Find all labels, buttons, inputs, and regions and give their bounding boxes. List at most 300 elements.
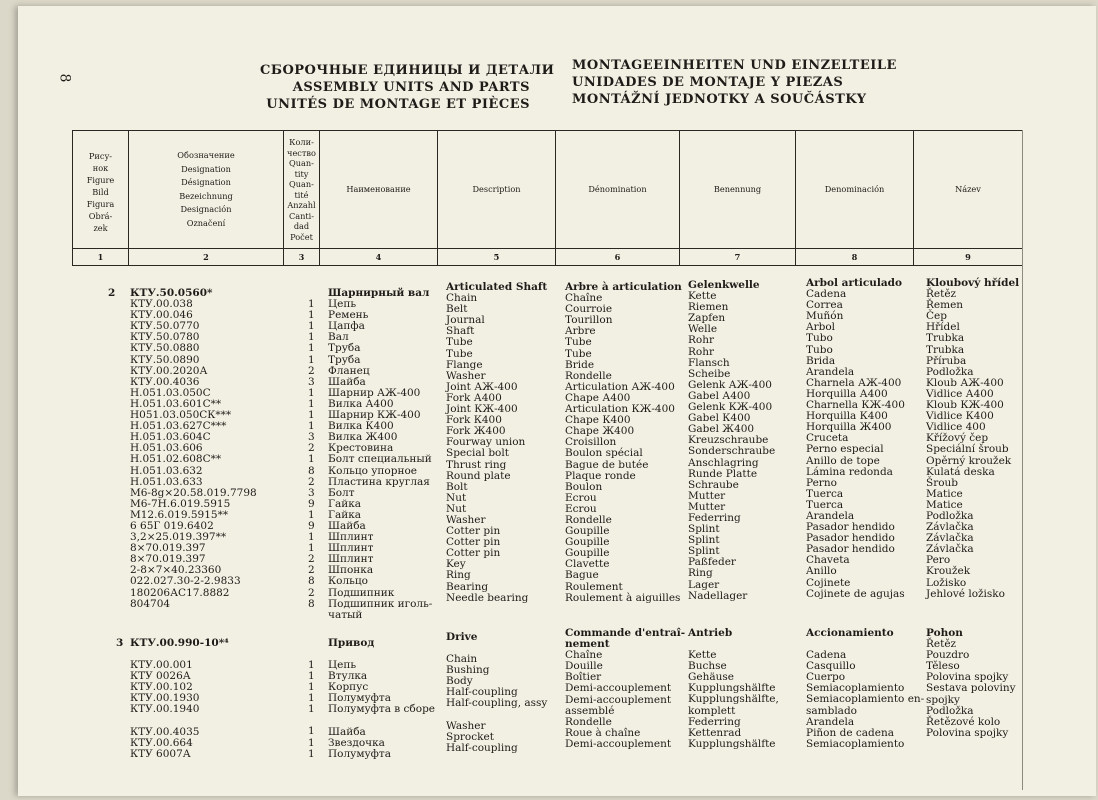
list-item: Ремень: [328, 309, 369, 322]
header-left: [260, 62, 555, 113]
description-list: [446, 632, 547, 754]
list-item: Kette: [688, 290, 717, 303]
col-benennung: Benennung: [680, 131, 796, 249]
list-item: Podložka: [926, 365, 974, 378]
list-item: Splint: [688, 523, 720, 536]
list-item: Rondelle: [565, 513, 612, 526]
list-item: Polovina spojky: [926, 671, 1009, 684]
list-item: Tube: [446, 347, 473, 360]
list-item: 022.027.30-2-2.9833: [130, 575, 241, 588]
col-number: 4: [320, 249, 438, 266]
list-item: Demi-accouplement: [565, 737, 672, 750]
list-item: Полумуфта: [328, 692, 391, 705]
list-item: Thrust ring: [446, 458, 507, 471]
name-ru-list: [328, 288, 432, 621]
col-number: 9: [914, 249, 1023, 266]
list-item: Bague: [565, 569, 599, 582]
list-item: Opěrný kroužek: [926, 454, 1012, 467]
list-item: Shaft: [446, 325, 475, 338]
list-item: Bolt: [446, 480, 468, 493]
list-item: Труба: [328, 353, 361, 366]
list-item: Chaîne: [565, 649, 603, 662]
list-item: Arbol articulado: [806, 277, 903, 289]
list-item: Шайба: [328, 519, 366, 532]
list-item: М6-7Н.6.019.5915: [130, 497, 231, 510]
list-item: Semiacoplamiento: [806, 737, 905, 750]
list-item: КТУ.00.4036: [130, 375, 200, 388]
list-item: Semiacoplamiento en-: [806, 693, 925, 706]
list-item: Шарнир КЖ-400: [328, 409, 421, 422]
list-item: Belt: [446, 303, 468, 316]
list-item: Cadena: [806, 649, 847, 662]
list-item: 1: [308, 659, 315, 671]
list-item: Gelenk АЖ-400: [688, 378, 772, 391]
designation-list: [130, 638, 229, 760]
list-item: Piñon de cadena: [806, 726, 894, 739]
list-item: Podložka: [926, 704, 974, 717]
description-list: [446, 282, 547, 604]
list-item: Boîtier: [565, 671, 602, 684]
list-item: 1: [308, 747, 315, 760]
list-item: Horquilla Ж400: [806, 421, 892, 434]
list-item: 1: [308, 342, 315, 355]
list-item: Н.051.03.627С***: [130, 420, 227, 433]
header-right-cz: MONTÁŽNÍ JEDNOTKY A SOUČÁSTKY: [572, 92, 867, 107]
list-item: Шплинт: [328, 531, 374, 544]
list-item: Ložisko: [926, 576, 967, 589]
list-item: assemblé: [565, 704, 615, 717]
list-item: 1: [308, 353, 315, 366]
list-item: 9: [308, 519, 315, 532]
list-item: Tourillon: [565, 314, 613, 327]
list-item: Joint АЖ-400: [446, 380, 518, 393]
list-item: Washer: [446, 719, 486, 732]
list-item: Fork Ж400: [446, 425, 506, 438]
list-item: Casquillo: [806, 660, 856, 673]
list-item: Key: [446, 558, 466, 571]
list-item: Body: [446, 675, 473, 688]
col-number: 7: [680, 249, 796, 266]
list-item: Pasador hendido: [806, 532, 895, 545]
list-item: Roulement à aiguilles: [565, 591, 681, 604]
list-item: Goupille: [565, 536, 610, 549]
header-right-es: UNIDADES DE MONTAJE Y PIEZAS: [572, 75, 844, 90]
list-item: Vidlice А400: [926, 387, 994, 400]
list-item: Kulatá deska: [926, 465, 995, 478]
list-item: КТУ.00.990-10*⁴: [130, 637, 229, 649]
list-item: Шплинт: [328, 553, 374, 566]
list-item: Шплинт: [328, 542, 374, 555]
header-left-en: ASSEMBLY UNITS AND PARTS: [292, 80, 530, 95]
list-item: Н.051.03.606: [130, 442, 203, 455]
list-item: Rohr: [688, 334, 715, 347]
list-item: 2: [308, 442, 315, 455]
list-item: Cojinete: [806, 576, 851, 589]
list-item: Lámina redonda: [806, 465, 893, 478]
list-item: 1: [308, 670, 315, 683]
list-item: Bague de butée: [565, 458, 649, 471]
list-item: Matice: [926, 487, 963, 500]
col-figure: Рису- нок Figure Bild Figura Obrá- zek: [73, 131, 129, 249]
list-item: Cotter pin: [446, 547, 501, 560]
nazev-list: [926, 628, 1016, 739]
list-item: Semiacoplamiento: [806, 682, 905, 695]
list-item: Вал: [328, 331, 349, 344]
list-item: Bushing: [446, 664, 490, 677]
list-item: Rondelle: [565, 369, 612, 382]
list-item: 8: [308, 575, 315, 588]
list-item: чатый: [328, 608, 363, 621]
list-item: Пластина круглая: [328, 475, 430, 488]
list-item: Chaîne: [565, 292, 603, 305]
col-denomination-fr: Dénomination: [556, 131, 680, 249]
list-item: Articulation АЖ-400: [565, 380, 675, 393]
header-left-fr: UNITÉS DE MONTAGE ET PIÈCES: [266, 97, 530, 112]
list-item: 1: [308, 531, 315, 544]
benennung-list: [688, 280, 775, 602]
list-item: 180206АС17.8882: [130, 586, 230, 599]
list-item: Schraube: [688, 478, 739, 491]
list-item: Podložka: [926, 509, 974, 522]
list-item: Vidlice К400: [926, 410, 994, 423]
list-item: Fork А400: [446, 391, 502, 404]
list-item: Runde Platte: [688, 467, 758, 480]
list-item: Washer: [446, 513, 486, 526]
list-item: КТУ.00.102: [130, 681, 193, 694]
list-item: Commande d'entraî-: [565, 627, 686, 639]
figure-number: 3: [116, 637, 124, 649]
list-item: КТУ.50.0770: [130, 320, 200, 333]
list-item: Závlačka: [926, 532, 974, 545]
list-item: Douille: [565, 660, 603, 673]
list-item: 1: [308, 681, 315, 694]
list-item: Mutter: [688, 489, 726, 502]
designation-list: [130, 288, 257, 610]
list-item: 9: [308, 497, 315, 510]
list-item: Splint: [688, 545, 720, 558]
list-item: Washer: [446, 369, 486, 382]
list-item: Подшипник иголь-: [328, 597, 433, 610]
list-item: Болт: [328, 486, 355, 499]
list-item: Цепь: [328, 659, 357, 672]
list-item: Cojinete de agujas: [806, 587, 905, 600]
list-item: Special bolt: [446, 447, 509, 460]
list-item: 804704: [130, 597, 171, 610]
list-item: Příruba: [926, 354, 967, 367]
list-item: Correa: [806, 299, 843, 312]
list-item: 2: [308, 553, 315, 566]
list-item: 1: [308, 420, 315, 433]
list-item: nement: [565, 638, 610, 651]
list-item: Полумуфта в сборе: [328, 703, 436, 716]
list-item: КТУ.50.0780: [130, 331, 200, 344]
list-item: Kupplungshälfte,: [688, 693, 779, 706]
page-right-rule: [1022, 130, 1023, 790]
list-item: Н051.03.050СК***: [130, 409, 232, 422]
list-item: 1: [308, 309, 315, 322]
list-item: Звездочка: [328, 736, 385, 749]
list-item: Гайка: [328, 497, 362, 510]
list-item: Roulement: [565, 580, 623, 593]
list-item: Шайба: [328, 375, 366, 388]
list-item: Ecrou: [565, 502, 597, 515]
list-item: Brida: [806, 354, 836, 367]
col-number: 5: [438, 249, 556, 266]
list-item: 1: [308, 725, 315, 738]
list-item: Arandela: [806, 715, 855, 728]
name-ru-list: [328, 638, 435, 760]
list-item: Bearing: [446, 580, 489, 593]
list-item: 3: [308, 486, 315, 499]
list-item: Подшипник: [328, 586, 395, 599]
list-item: Závlačka: [926, 543, 974, 556]
list-item: Kettenrad: [688, 726, 742, 739]
list-item: Federring: [688, 511, 741, 524]
list-item: Arbre à articulation: [565, 281, 682, 293]
list-item: Fourway union: [446, 436, 526, 449]
list-item: Ring: [446, 569, 471, 582]
list-item: Gelenk КЖ-400: [688, 401, 773, 414]
list-item: Tuerca: [806, 487, 844, 500]
denomination-fr-list: [565, 282, 682, 604]
list-item: Н.051.03.632: [130, 464, 203, 477]
list-item: 1: [308, 397, 315, 410]
list-item: Sestava poloviny: [926, 682, 1016, 695]
list-item: КТУ 6007А: [130, 747, 191, 760]
quantity-list: [308, 288, 315, 610]
list-item: Antrieb: [688, 627, 733, 639]
col-number: 1: [73, 249, 129, 266]
list-item: Demi-accouplement: [565, 682, 672, 695]
list-item: Шпонка: [328, 564, 374, 577]
list-item: Chain: [446, 653, 478, 666]
list-item: Anillo: [806, 565, 837, 578]
col-description: Description: [438, 131, 556, 249]
list-item: Kette: [688, 649, 717, 662]
list-item: Tubo: [806, 343, 833, 356]
list-item: КТУ.00.046: [130, 309, 193, 322]
list-item: Tubo: [806, 332, 833, 345]
list-item: Н.051.02.608С**: [130, 453, 222, 466]
header-right: [572, 57, 897, 108]
list-item: Nadellager: [688, 589, 748, 602]
list-item: Kroužek: [926, 565, 971, 578]
list-item: 2: [308, 564, 315, 577]
list-item: 1: [308, 386, 315, 399]
list-item: Perno especial: [806, 443, 884, 456]
list-item: Kloub КЖ-400: [926, 399, 1004, 412]
list-item: Pohon: [926, 627, 963, 639]
col-name-ru: Наименование: [320, 131, 438, 249]
list-item: Courroie: [565, 303, 613, 316]
list-item: 6 65Г 019.6402: [130, 519, 214, 532]
list-item: Kupplungshälfte: [688, 737, 776, 750]
col-nazev: Název: [914, 131, 1023, 249]
list-item: Horquilla К400: [806, 410, 888, 423]
list-item: Matice: [926, 498, 963, 511]
list-item: 3: [308, 431, 315, 444]
list-item: Mutter: [688, 500, 726, 513]
list-item: 1: [308, 409, 315, 422]
list-item: КТУ.00.001: [130, 659, 193, 672]
list-item: Nut: [446, 491, 467, 504]
list-item: Полумуфта: [328, 747, 391, 760]
list-item: КТУ.00.038: [130, 298, 193, 311]
list-item: Roue à chaîne: [565, 726, 641, 739]
list-item: Cotter pin: [446, 525, 501, 538]
list-item: КТУ.50.0560*: [130, 287, 213, 299]
list-item: Welle: [688, 323, 718, 336]
list-item: Cotter pin: [446, 536, 501, 549]
list-item: М12.6.019.5915**: [130, 508, 229, 521]
page-number: 8: [56, 73, 73, 83]
list-item: КТУ.50.0880: [130, 342, 200, 355]
list-item: Needle bearing: [446, 591, 529, 604]
list-item: Ring: [688, 567, 713, 580]
list-item: Rohr: [688, 345, 715, 358]
list-item: Flansch: [688, 356, 730, 369]
benennung-list: [688, 628, 779, 750]
list-item: Boulon: [565, 480, 603, 493]
denomination-fr-list: [565, 628, 685, 750]
list-item: Anschlagring: [688, 456, 759, 469]
list-item: КТУ.00.1940: [130, 703, 200, 716]
list-item: КТУ.00.2020А: [130, 364, 208, 377]
list-item: Polovina spojky: [926, 726, 1009, 739]
list-item: Tube: [446, 336, 473, 349]
col-number: 3: [284, 249, 320, 266]
list-item: Tube: [565, 336, 592, 349]
list-item: Труба: [328, 342, 361, 355]
list-item: Federring: [688, 715, 741, 728]
list-item: 8: [308, 597, 315, 610]
list-item: Scheibe: [688, 367, 731, 380]
list-item: Fork К400: [446, 414, 502, 427]
list-item: 2-8×7×40.23360: [130, 564, 222, 577]
header-left-ru: СБОРОЧНЫЕ ЕДИНИЦЫ И ДЕТАЛИ: [260, 63, 555, 78]
list-item: Ecrou: [565, 491, 597, 504]
list-item: 8×70.019.397: [130, 553, 206, 566]
list-item: Фланец: [328, 364, 370, 377]
column-header-table: [72, 130, 1023, 266]
list-item: Chaveta: [806, 554, 850, 567]
list-item: КТУ.00.4035: [130, 725, 200, 738]
list-item: Вилка А400: [328, 397, 394, 410]
list-item: Paßfeder: [688, 556, 736, 569]
list-item: Demi-accouplement: [565, 693, 672, 706]
quantity-list: [308, 660, 315, 760]
list-item: Hřídel: [926, 321, 960, 334]
list-item: Gehäuse: [688, 671, 734, 684]
list-item: Вилка К400: [328, 420, 394, 433]
list-item: Zapfen: [688, 312, 726, 325]
list-item: Sonderschraube: [688, 445, 776, 458]
nazev-list: [926, 278, 1019, 600]
list-item: Pero: [926, 554, 951, 567]
list-item: Pasador hendido: [806, 543, 895, 556]
list-item: Chape Ж400: [565, 425, 635, 438]
list-item: Trubka: [926, 343, 965, 356]
list-item: Řetěz: [926, 288, 957, 301]
list-item: Journal: [446, 314, 485, 327]
list-item: Anillo de tope: [806, 454, 880, 467]
list-item: Flange: [446, 358, 483, 371]
list-item: 2: [308, 586, 315, 599]
list-item: Шарнирный вал: [328, 287, 430, 299]
list-item: Řemen: [926, 299, 964, 312]
list-item: Joint КЖ-400: [446, 403, 518, 416]
list-item: Round plate: [446, 469, 511, 482]
list-item: Arandela: [806, 365, 855, 378]
list-item: Chain: [446, 292, 478, 305]
list-item: Gabel К400: [688, 412, 751, 425]
list-item: Croisillon: [565, 436, 617, 449]
list-item: Болт специальный: [328, 453, 432, 466]
list-item: Kupplungshälfte: [688, 682, 776, 695]
list-item: Kloub АЖ-400: [926, 376, 1004, 389]
list-item: Jehlové ložisko: [926, 587, 1005, 600]
list-item: КТУ.50.0890: [130, 353, 200, 366]
list-item: Гайка: [328, 508, 362, 521]
list-item: Goupille: [565, 525, 610, 538]
list-item: spojky: [926, 693, 960, 706]
list-item: Trubka: [926, 332, 965, 345]
list-item: Привод: [328, 637, 375, 649]
list-item: КТУ.00.664: [130, 736, 193, 749]
list-item: Clavette: [565, 558, 610, 571]
list-item: Articulated Shaft: [446, 281, 548, 293]
list-item: Charnella КЖ-400: [806, 399, 905, 412]
list-item: Articulation КЖ-400: [565, 403, 675, 416]
list-item: Řetěz: [926, 638, 957, 651]
list-item: Nut: [446, 502, 467, 515]
list-item: Gabel Ж400: [688, 423, 755, 436]
denominacion-list: [806, 628, 924, 750]
list-item: Корпус: [328, 681, 369, 694]
list-item: Half-coupling: [446, 686, 518, 699]
list-item: Chape А400: [565, 391, 631, 404]
list-item: 2: [308, 475, 315, 488]
list-item: Riemen: [688, 301, 729, 314]
list-item: Крестовина: [328, 442, 394, 455]
list-item: М6-8g×20.58.019.7798: [130, 486, 257, 499]
list-item: Šroub: [926, 476, 959, 489]
list-item: Řetězové kolo: [926, 715, 1001, 728]
list-item: Tube: [565, 347, 592, 360]
list-item: Н.051.03.604С: [130, 431, 211, 444]
col-number: 6: [556, 249, 680, 266]
list-item: Pasador hendido: [806, 521, 895, 534]
list-item: Tuerca: [806, 498, 844, 511]
list-item: 2: [308, 364, 315, 377]
list-item: Speciální šroub: [926, 443, 1009, 456]
list-item: Cadena: [806, 288, 847, 301]
list-item: 1: [308, 736, 315, 749]
list-item: 1: [308, 542, 315, 555]
list-item: Н.051.03.601С**: [130, 397, 222, 410]
list-item: 1: [308, 692, 315, 705]
list-item: Кольцо: [328, 575, 368, 588]
list-item: Arandela: [806, 509, 855, 522]
list-item: Buchse: [688, 660, 727, 673]
list-item: Rondelle: [565, 715, 612, 728]
list-item: Half-coupling: [446, 741, 518, 754]
list-item: Závlačka: [926, 521, 974, 534]
list-item: 1: [308, 453, 315, 466]
list-item: Н.051.03.050С: [130, 386, 211, 399]
list-item: Цепь: [328, 298, 357, 311]
list-item: КТУ.00.1930: [130, 692, 200, 705]
